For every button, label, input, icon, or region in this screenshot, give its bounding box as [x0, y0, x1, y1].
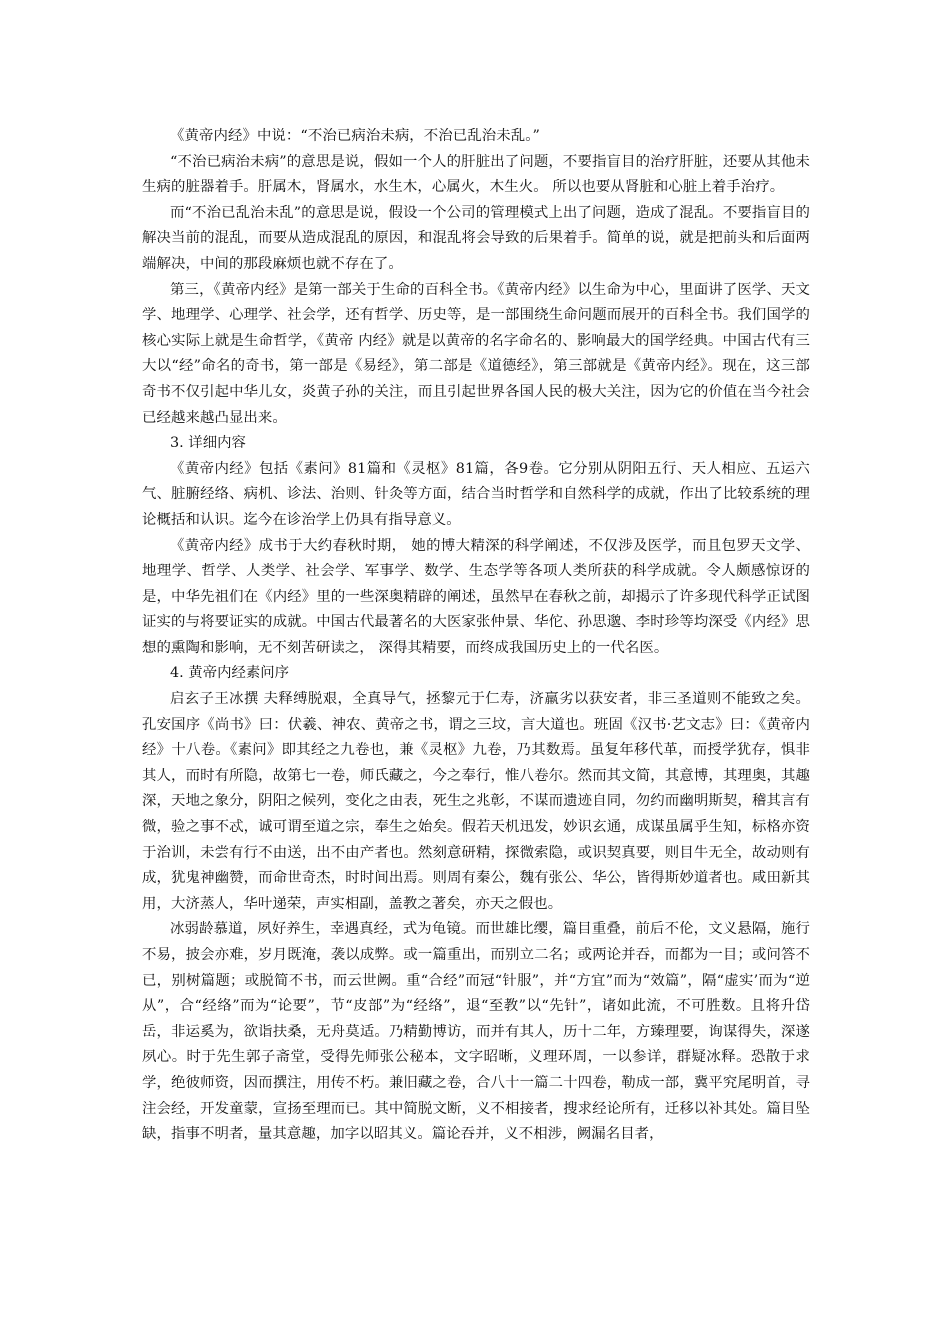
document-page: [142, 124, 810, 1148]
paragraph-content-2: 《黄帝内经》成书于大约春秋时期， 她的博大精深的科学阐述，不仅涉及医学，而且包罗天文学、地理学、哲学、人类学、社会学、军事学、数学、生态学等各项人类所获的科学成就。令人颇感惊讶的是，中华先祖们在《内经》里的一些深奥精辟的阐述，虽然早在春秋之前，却揭示了许多现代科学正试图证实的与将要证实的成就。中国古代最著名的大医家张仲景、华佗、孙思邈、李时珍等均深受《内经》思想的熏陶和影响，无不刻苦研读之， 深得其精要，而终成我国历史上的一代名医。: [142, 537, 810, 656]
paragraph-encyclopedia: 第三，《黄帝内经》是第一部关于生命的百科全书。《黄帝内经》以生命为中心，里面讲了医学、天文学、地理学、心理学、社会学，还有哲学、历史等，是一部围绕生命问题而展开的百科全书。我们国学的核心实际上就是生命哲学，《黄帝 内经》就是以黄帝的名字命名的、影响最大的国学经典。中国古代有三大以“经”命名的奇书，第一部是《易经》，第二部是《道德经》，第三部就是《黄帝内经》。现在，这三部奇书不仅引起中华儿女，炎黄子孙的关注，而且引起世界各国人民的极大关注，因为它的价值在当今社会已经越来越凸显出来。: [142, 281, 810, 426]
paragraph-preface-1: 启玄子王冰撰 夫释缚脱艰，全真导气，拯黎元于仁寿，济羸劣以获安者，非三圣道则不能致之矣。孔安国序《尚书》曰：伏羲、神农、黄帝之书，谓之三坟，言大道也。班固《汉书·艺文志》曰：《黄帝内经》十八卷。《素问》即其经之九卷也，兼《灵枢》九卷，乃其数焉。虽复年移代革，而授学犹存，惧非其人，而时有所隐，故第七一卷，师氏藏之，今之奉行，惟八卷尔。然而其文简，其意博，其理奥，其趣深，天地之象分，阴阳之候列，变化之由表，死生之兆彰，不谋而遗迹自同，勿约而幽明斯契，稽其言有微，验之事不忒，诚可谓至道之宗，奉生之始矣。假若天机迅发，妙识玄通，成谋虽属乎生知，标格亦资于治训，未尝有行不由送，出不由产者也。然刻意研精，探微索隐，或识契真要，则目牛无全，故动则有成，犹鬼神幽赞，而命世奇杰，时时间出焉。则周有秦公，魏有张公、华公，皆得斯妙道者也。咸田新其用，大济蒸人，华叶递荣，声实相副，盖教之著矣，亦天之假也。: [142, 691, 810, 912]
paragraph-disease: “不治已病治未病”的意思是说，假如一个人的肝脏出了问题，不要指盲目的治疗肝脏，还要从其他未生病的脏器着手。肝属木，肾属水，水生木，心属火，木生火。 所以也要从肾脏和心脏上着手治疗。: [142, 153, 810, 196]
section-3-heading: 3. 详细内容: [170, 435, 246, 452]
paragraph-preface-2: 冰弱龄慕道，夙好养生，幸遇真经，式为龟镜。而世雄比缨，篇目重叠，前后不伦，文义悬隔，施行不易，披会亦难，岁月既淹，袭以成弊。或一篇重出，而别立二名；或两论并吞，而都为一目；或问答不已，别树篇题；或脱简不书，而云世阙。重“合经”而冠“针服”，并“方宜”而为“效篇”，隔“虚实’而为“逆从”，合“经络”而为“论要”，节“皮部”为“经络”，退“至教”以“先针”，诸如此流，不可胜数。且将升岱岳，非运奚为，欲诣扶桑，无舟莫适。乃精勤博访，而并有其人，历十二年，方臻理要，询谋得失，深遂夙心。时于先生郭子斋堂，受得先师张公秘本，文字昭晰，义理环周，一以参详，群疑冰释。恐散于求学，绝彼师资，因而撰注，用传不朽。兼旧藏之卷，合八十一篇二十四卷，勒成一部，冀平究尾明首，寻注会经，开发童蒙，宣扬至理而已。其中简脱文断，义不相接者，搜求经论所有，迁移以补其处。篇目坠缺，指事不明者，量其意趣，加字以昭其义。篇论吞并，义不相涉，阙漏名目者，: [142, 921, 810, 1143]
paragraph-content-1: 《黄帝内经》包括《素问》81篇和《灵枢》81篇，各9卷。它分别从阴阳五行、天人相应、五运六气、脏腑经络、病机、诊法、治则、针灸等方面，结合当时哲学和自然科学的成就，作出了比较系统的理论概括和认识。迄今在诊治学上仍具有指导意义。: [142, 460, 810, 528]
paragraph-disorder: 而“不治已乱治未乱”的意思是说，假设一个公司的管理模式上出了问题，造成了混乱。不要指盲目的解决当前的混乱，而要从造成混乱的原因，和混乱将会导致的后果着手。简单的说，就是把前头和后面两端解决，中间的那段麻烦也就不存在了。: [142, 204, 810, 272]
section-4-heading: 4. 黄帝内经素问序: [170, 665, 290, 682]
paragraph-quote: 《黄帝内经》中说：“不治已病治未病，不治已乱治未乱。”: [170, 128, 540, 144]
